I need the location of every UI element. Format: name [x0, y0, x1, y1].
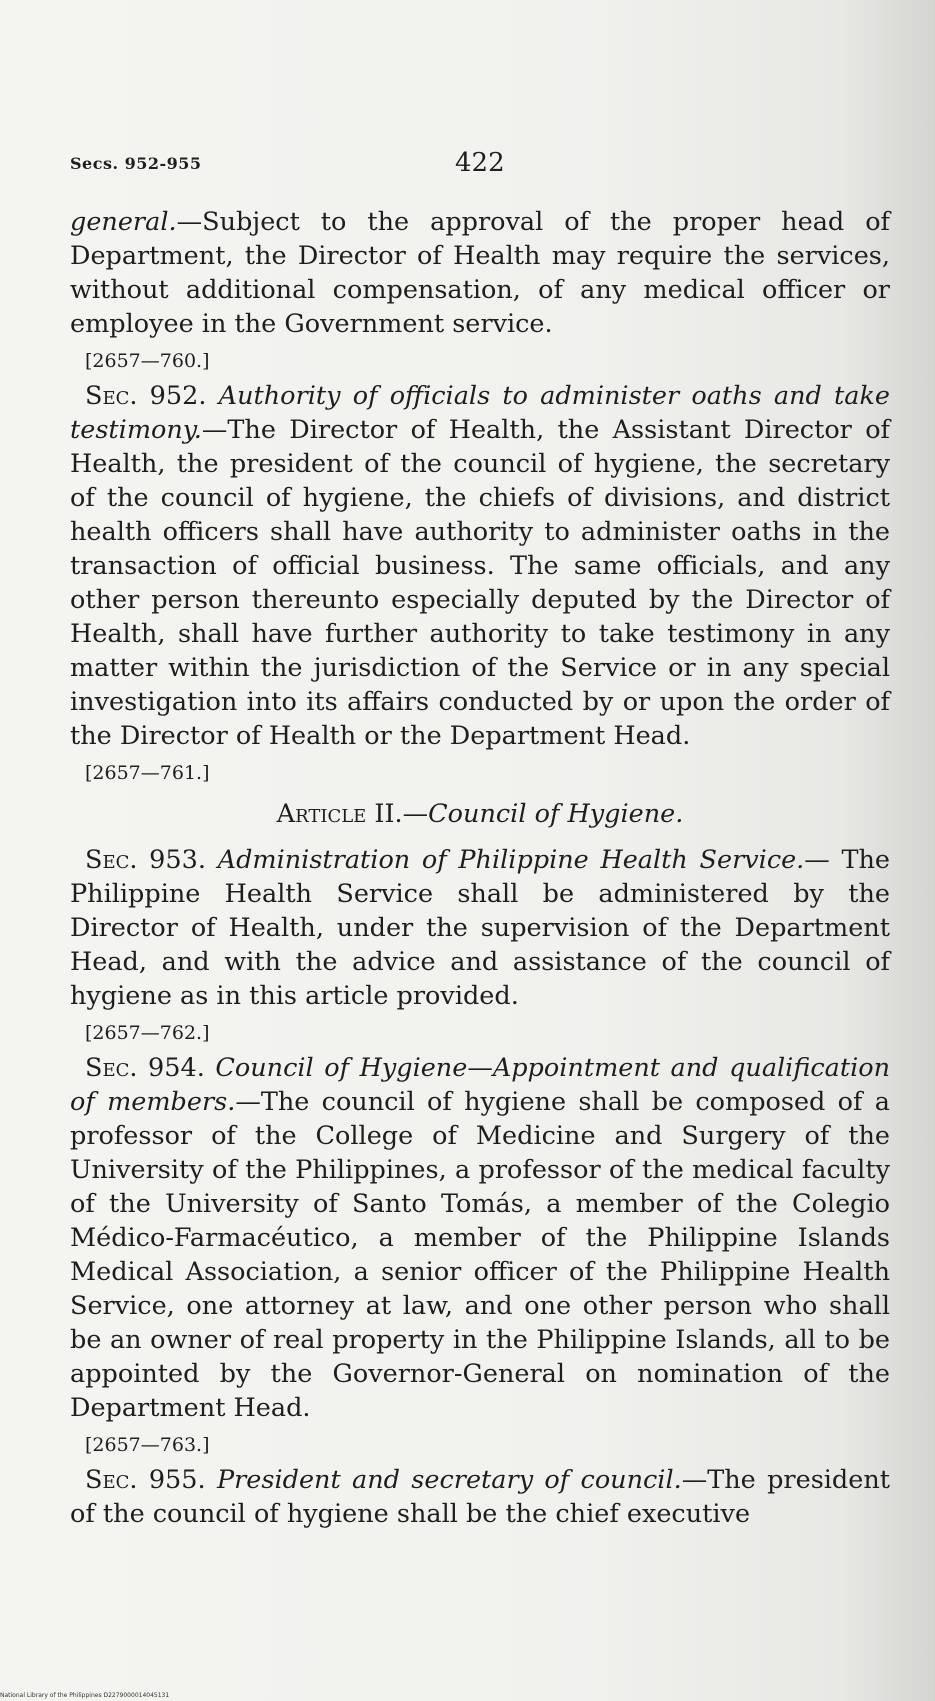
article-heading	[70, 797, 890, 831]
citation-ref-761: [2657—761.]	[85, 762, 210, 784]
section-953-text: — The Philippine Health Service shall be administered by the Director of Health, under the supervision of the Department Head, and with the advice and assistance of the council of hygiene as in this article provided.	[70, 845, 891, 1011]
section-952-label: Sec. 952.	[85, 381, 207, 411]
section-953	[70, 843, 890, 1013]
section-952-title: Authority of officials to administer oaths and take testimony.	[70, 381, 891, 445]
paragraph-continuation-italic: general.	[70, 207, 177, 237]
library-stamp: National Library of the Philippines D2279000014045131	[0, 1692, 170, 1699]
article-label: Article II.	[276, 799, 403, 829]
section-955-title: President and secretary of council.	[216, 1465, 682, 1495]
paragraph-continuation	[70, 205, 890, 341]
page-text	[70, 205, 890, 1531]
section-952	[70, 379, 890, 753]
section-955-label: Sec. 955.	[85, 1465, 206, 1495]
citation-ref-760: [2657—760.]	[85, 350, 210, 372]
running-head	[70, 148, 890, 184]
section-955	[70, 1463, 890, 1531]
citation-ref-763: [2657—763.]	[85, 1434, 210, 1456]
page-number: 422	[455, 148, 505, 178]
paragraph-continuation-text: —Subject to the approval of the proper head of Department, the Director of Health may require the services, without additional compensation, of any medical officer or employee in the Government service.	[70, 207, 890, 339]
section-953-label: Sec. 953.	[85, 845, 206, 875]
section-953-title: Administration of Philippine Health Service.	[217, 845, 805, 875]
article-title: —Council of Hygiene.	[402, 799, 684, 829]
section-954-label: Sec. 954.	[85, 1053, 205, 1083]
section-954-title: Council of Hygiene—Appointment and qualification of members.	[70, 1053, 890, 1117]
section-952-text: —The Director of Health, the Assistant Director of Health, the president of the council of hygiene, the secretary of the council of hygiene, the chiefs of divisions, and district health officers shall have authority to administer oaths in the transaction of official business. The same officials, and any other person thereunto especially deputed by the Director of Health, shall have further authority to take testimony in any matter within the jurisdiction of the Service or in any special investigation into its affairs conducted by or upon the order of the Director of Health or the Department Head.	[70, 415, 890, 751]
section-955-text: —The president of the council of hygiene shall be the chief executive	[70, 1465, 891, 1529]
section-954-text: —The council of hygiene shall be composed of a professor of the College of Medicine and Surgery of the University of the Philippines, a professor of the medical faculty of the University of Santo Tomás, a member of the Colegio Médico-Farmacéutico, a member of the Philippine Islands Medical Association, a senior officer of the Philippine Health Service, one attorney at law, and one other person who shall be an owner of real property in the Philippine Islands, all to be appointed by the Governor-General on nomination of the Department Head.	[70, 1087, 890, 1423]
section-range: Secs. 952-955	[70, 154, 202, 173]
section-954	[70, 1051, 890, 1425]
citation-ref-762: [2657—762.]	[85, 1022, 210, 1044]
